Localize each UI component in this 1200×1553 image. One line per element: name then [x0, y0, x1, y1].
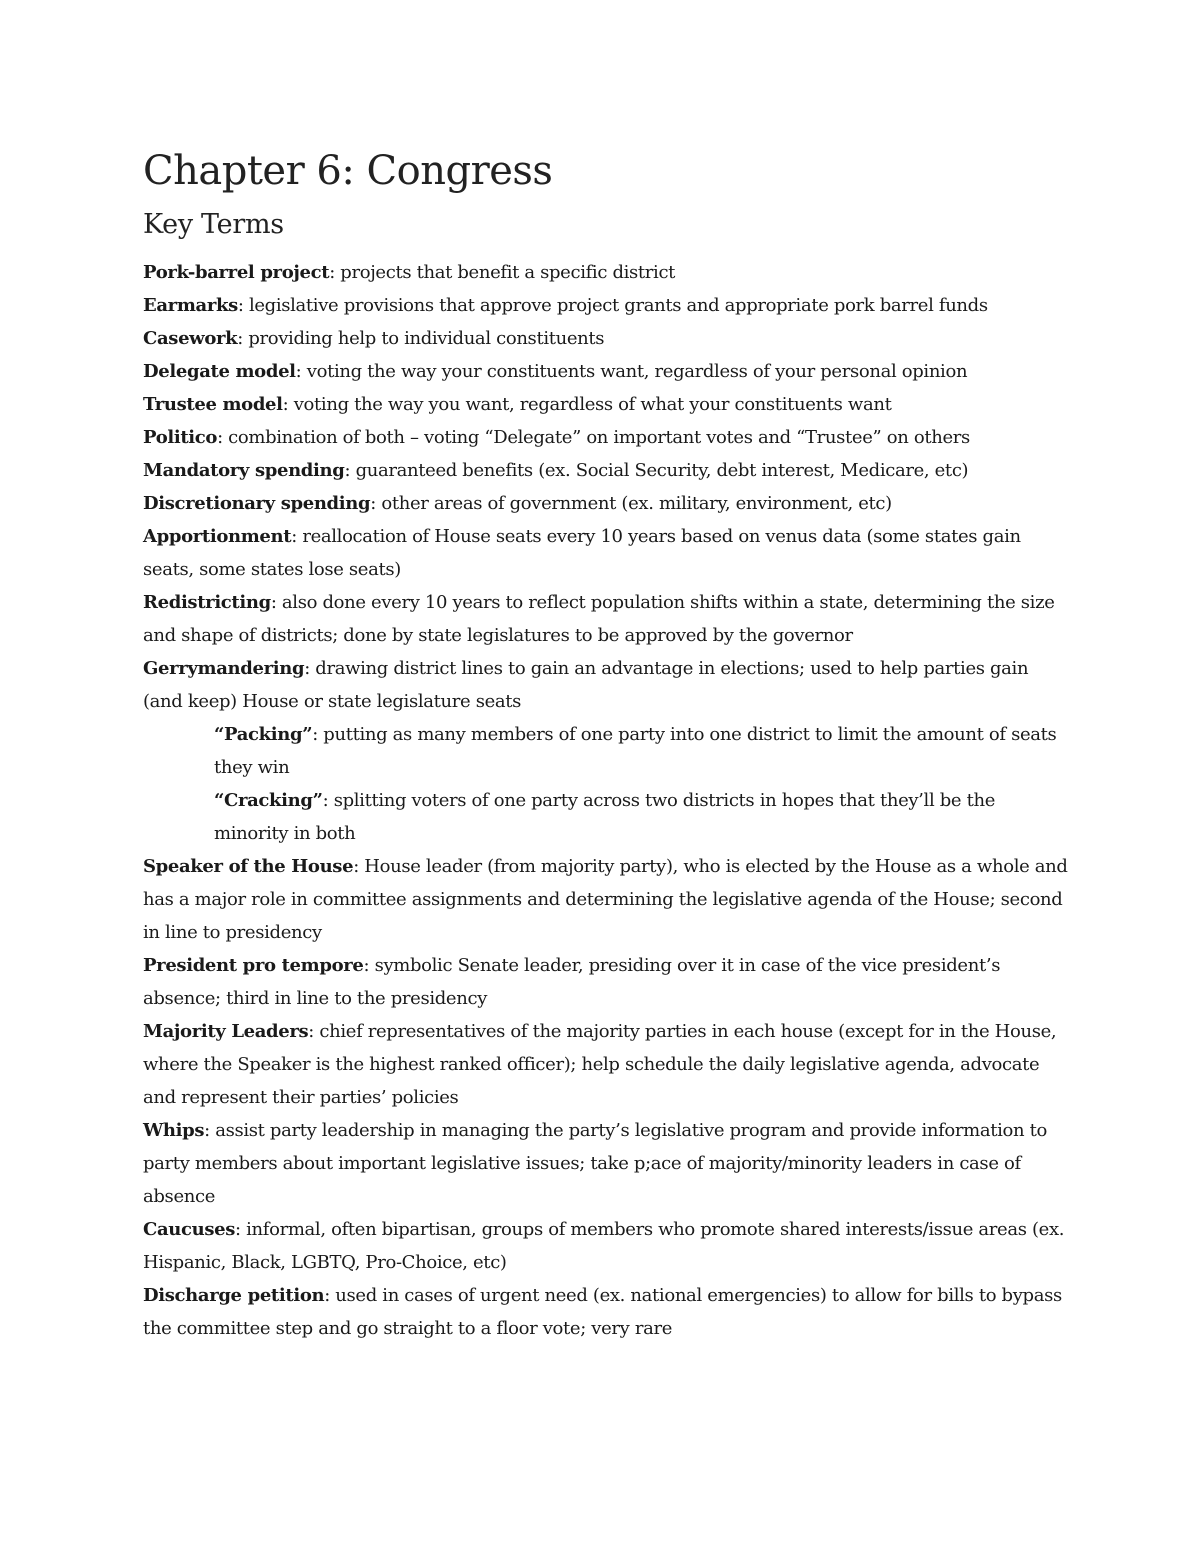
- term-definition: : projects that benefit a specific district: [329, 262, 676, 283]
- term-definition: : providing help to individual constituents: [237, 328, 605, 349]
- term-entry: [143, 487, 1073, 520]
- key-terms-list: [143, 256, 1073, 1345]
- term-name: Delegate model: [143, 361, 296, 382]
- term-name: Trustee model: [143, 394, 283, 415]
- term-entry: [143, 1015, 1073, 1114]
- term-name: President pro tempore: [143, 955, 364, 976]
- term-entry: [143, 949, 1073, 1015]
- term-definition: : House leader (from majority party), who is elected by the House as a whole and has a major role in committee assignments and determining the legislative agenda of the House; second in line to presidency: [143, 856, 1068, 943]
- term-entry: [143, 1213, 1073, 1279]
- term-name: Majority Leaders: [143, 1021, 309, 1042]
- term-definition: : voting the way you want, regardless of what your constituents want: [282, 394, 892, 415]
- term-definition: : combination of both – voting “Delegate” on important votes and “Trustee” on others: [217, 427, 970, 448]
- term-entry: [143, 652, 1073, 718]
- term-definition: : voting the way your constituents want, regardless of your personal opinion: [295, 361, 968, 382]
- term-definition: : reallocation of House seats every 10 years based on venus data (some states gain seats, some states lose seats): [143, 526, 1021, 580]
- term-name: Earmarks: [143, 295, 238, 316]
- term-entry: [143, 388, 1073, 421]
- term-name: Mandatory spending: [143, 460, 345, 481]
- term-definition: : putting as many members of one party into one district to limit the amount of seats they win: [214, 724, 1057, 778]
- term-entry: [143, 421, 1073, 454]
- term-name: Caucuses: [143, 1219, 236, 1240]
- term-name: Casework: [143, 328, 238, 349]
- term-name: Gerrymandering: [143, 658, 305, 679]
- term-entry: [143, 1279, 1073, 1345]
- term-definition: : also done every 10 years to reflect population shifts within a state, determining the size and shape of districts; done by state legislatures to be approved by the governor: [143, 592, 1055, 646]
- term-name: Pork-barrel project: [143, 262, 330, 283]
- term-definition: : legislative provisions that approve project grants and appropriate pork barrel funds: [237, 295, 988, 316]
- term-entry: [143, 520, 1073, 586]
- term-entry: [143, 454, 1073, 487]
- term-entry: [143, 850, 1073, 949]
- term-name: Whips: [143, 1120, 205, 1141]
- term-entry: [143, 322, 1073, 355]
- term-entry: [143, 586, 1073, 652]
- term-definition: : guaranteed benefits (ex. Social Security, debt interest, Medicare, etc): [344, 460, 969, 481]
- sub-term-entry: [143, 718, 1073, 784]
- term-name: Redistricting: [143, 592, 271, 613]
- term-name: Politico: [143, 427, 218, 448]
- term-name: Discretionary spending: [143, 493, 371, 514]
- term-name: Discharge petition: [143, 1285, 325, 1306]
- term-name: “Cracking”: [214, 790, 323, 811]
- term-definition: : informal, often bipartisan, groups of members who promote shared interests/issue areas (ex. Hispanic, Black, LGBTQ, Pro-Choice, etc): [143, 1219, 1065, 1273]
- term-entry: [143, 355, 1073, 388]
- term-definition: : used in cases of urgent need (ex. national emergencies) to allow for bills to bypass the committee step and go straight to a floor vote; very rare: [143, 1285, 1062, 1339]
- term-definition: : drawing district lines to gain an advantage in elections; used to help parties gain (and keep) House or state legislature seats: [143, 658, 1029, 712]
- term-definition: : symbolic Senate leader, presiding over it in case of the vice president’s absence; third in line to the presidency: [143, 955, 1001, 1009]
- term-entry: [143, 1114, 1073, 1213]
- term-definition: : assist party leadership in managing the party’s legislative program and provide information to party members about important legislative issues; take p;ace of majority/minority leaders in case of absence: [143, 1120, 1048, 1207]
- term-definition: : chief representatives of the majority parties in each house (except for in the House, where the Speaker is the highest ranked officer); help schedule the daily legislative agenda, advocate and represent their parties’ policies: [143, 1021, 1057, 1108]
- term-entry: [143, 256, 1073, 289]
- term-definition: : other areas of government (ex. military, environment, etc): [370, 493, 892, 514]
- sub-term-entry: [143, 784, 1073, 850]
- term-definition: : splitting voters of one party across two districts in hopes that they’ll be the minority in both: [214, 790, 996, 844]
- term-name: Speaker of the House: [143, 856, 354, 877]
- section-heading: Key Terms: [143, 209, 284, 240]
- page-title: Chapter 6: Congress: [143, 148, 553, 194]
- document-page: [143, 140, 1073, 1345]
- term-name: “Packing”: [214, 724, 313, 745]
- term-entry: [143, 289, 1073, 322]
- term-name: Apportionment: [143, 526, 292, 547]
